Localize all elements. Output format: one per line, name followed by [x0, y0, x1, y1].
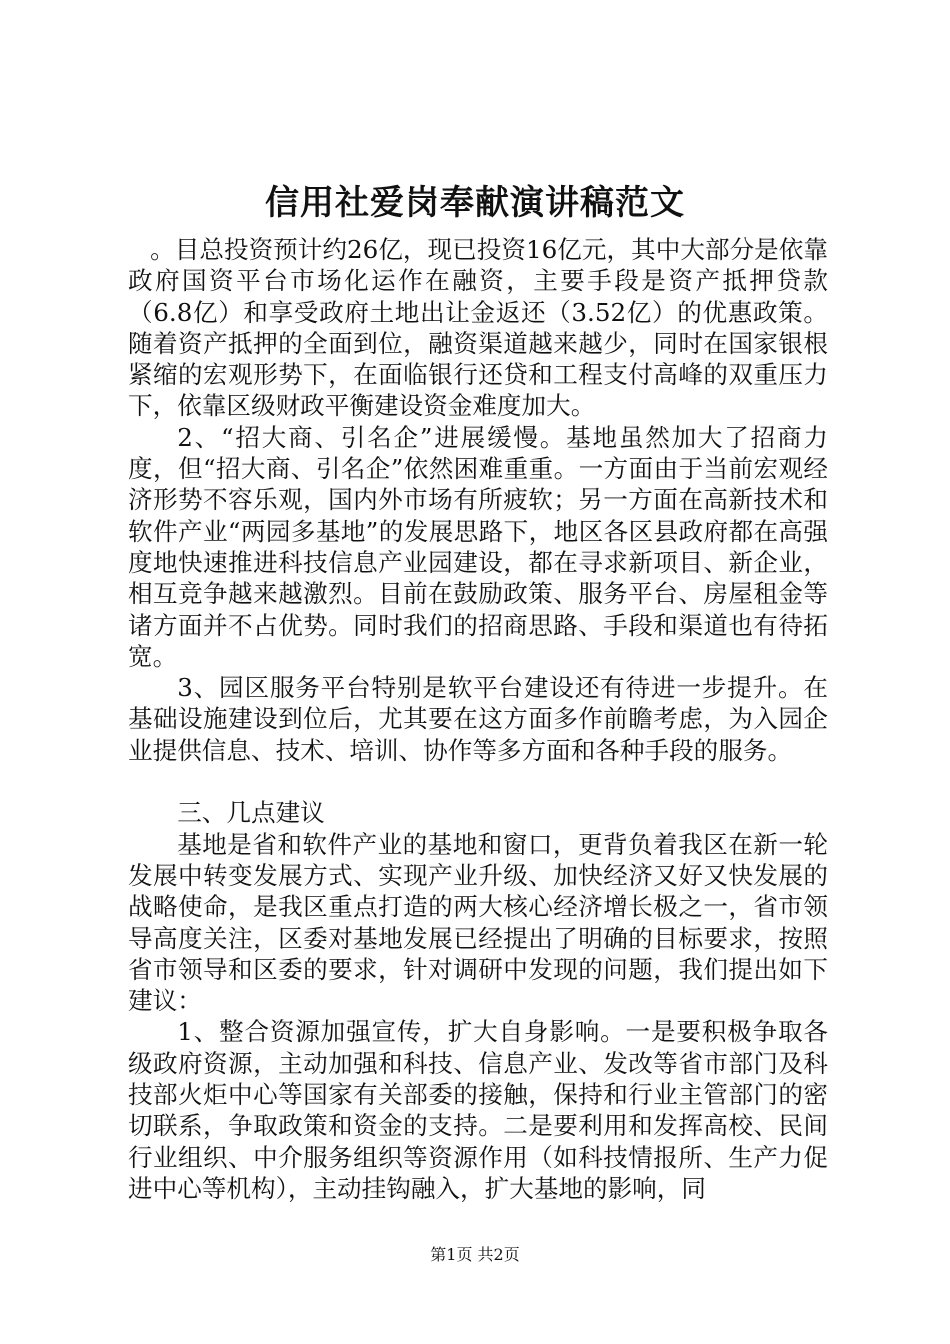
paragraph-spacer — [128, 766, 828, 797]
document-body — [128, 234, 828, 1204]
page-number-footer: 第1页 共2页 — [430, 1245, 520, 1264]
paragraph-integrate-resources: 1、整合资源加强宣传，扩大自身影响。一是要积极争取各级政府资源，主动加强和科技、信息产业、发改等省市部门及科技部火炬中心等国家有关部委的接触，保持和行业主管部门的密切联系，争取政策和资金的支持。二是要利用和发挥高校、民间行业组织、中介服务组织等资源作用（如科技情报所、生产力促进中心等机构），主动挂钩融入，扩大基地的影响，同 — [128, 1017, 828, 1203]
section-heading-suggestions: 三、几点建议 — [177, 798, 325, 828]
paragraph-investment-attraction: 2、“招大商、引名企”进展缓慢。基地虽然加大了招商力度，但“招大商、引名企”依然困难重重。一方面由于当前宏观经济形势不容乐观，国内外市场有所疲软；另一方面在高新技术和软件产业“两园多基地”的发展思路下，地区各区县政府都在高强度地快速推进科技信息产业园建设，都在寻求新项目、新企业，相互竞争越来越激烈。目前在鼓励政策、服务平台、房屋租金等诸方面并不占优势。同时我们的招商思路、手段和渠道也有待拓宽。 — [128, 422, 828, 671]
paragraph-service-platform: 3、园区服务平台特别是软平台建设还有待进一步提升。在基础设施建设到位后，尤其要在这方面多作前瞻考虑，为入园企业提供信息、技术、培训、协作等多方面和各种手段的服务。 — [128, 673, 828, 765]
paragraph-financing: 。目总投资预计约26亿，现已投资16亿元，其中大部分是依靠政府国资平台市场化运作在融资，主要手段是资产抵押贷款（6.8亿）和享受政府土地出让金返还（3.52亿）的优惠政策。随着资产抵押的全面到位，融资渠道越来越少，同时在国家银根紧缩的宏观形势下，在面临银行还贷和工程支付高峰的双重压力下，依靠区级财政平衡建设资金难度加大。 — [128, 235, 828, 421]
paragraph-base-overview: 基地是省和软件产业的基地和窗口，更背负着我区在新一轮发展中转变发展方式、实现产业升级、加快经济又好又快发展的战略使命，是我区重点打造的两大核心经济增长极之一，省市领导高度关注，区委对基地发展已经提出了明确的目标要求，按照省市领导和区委的要求，针对调研中发现的问题，我们提出如下建议： — [128, 829, 828, 1016]
document-title: 信用社爱岗奉献演讲稿范文 — [265, 183, 685, 223]
